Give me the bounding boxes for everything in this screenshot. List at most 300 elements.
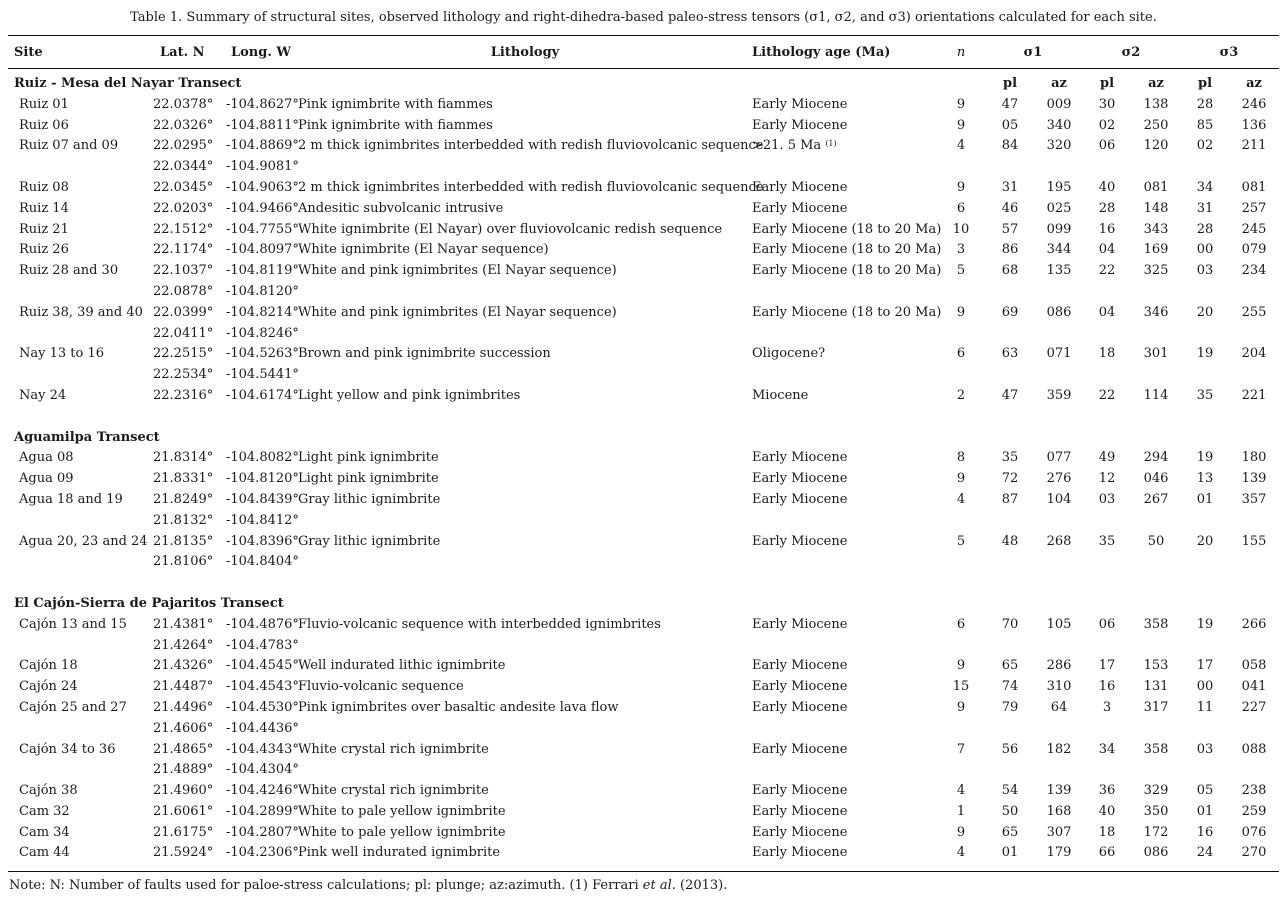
- cell-s2az: 138: [1143, 96, 1169, 112]
- cell-lithology: Andesitic subvolcanic intrusive: [298, 200, 504, 216]
- cell-s1az: 359: [1046, 387, 1072, 403]
- table-row: [0, 157, 1287, 178]
- cell-age-text: Early Miocene: [752, 117, 848, 133]
- cell-s2pl: 22: [1098, 263, 1116, 279]
- cell-s1pl: 69: [1001, 304, 1019, 320]
- cell-s1az: 307: [1046, 824, 1072, 840]
- cell-age-text: Early Miocene: [752, 699, 848, 715]
- cell-lithology: White ignimbrite (El Nayar) over fluviovolcanic redish sequence: [298, 221, 723, 237]
- cell-site: Cajón 18: [19, 658, 78, 674]
- cell-s3az: 139: [1241, 471, 1267, 487]
- cell-lat: 21.8314°: [153, 450, 214, 466]
- table-row: [0, 490, 1287, 511]
- cell-site: Cam 44: [19, 845, 70, 861]
- table-row: [0, 636, 1287, 657]
- cell-s2pl: 36: [1098, 783, 1116, 799]
- cell-age-text: Early Miocene: [752, 616, 848, 632]
- cell-s1az: 195: [1046, 179, 1072, 195]
- table-row: [0, 677, 1287, 698]
- cell-n: 9: [956, 824, 966, 840]
- cell-s2az: 120: [1143, 138, 1169, 154]
- cell-s2az: 358: [1143, 616, 1169, 632]
- table-row: [0, 760, 1287, 781]
- cell-n: 4: [956, 491, 966, 507]
- table-row: [0, 282, 1287, 303]
- cell-age-text: Early Miocene: [752, 179, 848, 195]
- cell-site: Cam 32: [19, 803, 70, 819]
- header-n: n: [956, 45, 966, 60]
- cell-n: 9: [956, 658, 966, 674]
- cell-s1pl: 72: [1001, 471, 1019, 487]
- cell-age-text: Early Miocene: [752, 658, 848, 674]
- bottom-rule: [8, 871, 1279, 872]
- cell-site: Cajón 25 and 27: [19, 699, 127, 715]
- cell-lat: 22.0295°: [153, 138, 214, 154]
- cell-site: Agua 18 and 19: [19, 491, 123, 507]
- section-title: Aguamilpa Transect: [14, 429, 160, 445]
- cell-s1az: 276: [1046, 471, 1072, 487]
- cell-s3pl: 13: [1196, 471, 1214, 487]
- cell-lithology: Well indurated lithic ignimbrite: [298, 658, 506, 674]
- cell-s2pl: 18: [1098, 824, 1116, 840]
- cell-long: -104.4543°: [226, 679, 299, 695]
- cell-s2az: 294: [1143, 450, 1169, 466]
- cell-age-text: Early Miocene: [752, 533, 848, 549]
- cell-lat: 21.8106°: [153, 554, 214, 570]
- cell-long: -104.8404°: [226, 554, 299, 570]
- cell-s2az: 250: [1143, 117, 1169, 133]
- cell-s1az: 344: [1046, 242, 1072, 258]
- cell-age-text: Miocene: [752, 387, 809, 403]
- cell-s2az: 325: [1143, 263, 1169, 279]
- subheader-az: az: [1051, 76, 1067, 91]
- cell-lithology: White to pale yellow ignimbrite: [298, 824, 506, 840]
- cell-n: 10: [952, 221, 970, 237]
- cell-age: [752, 677, 847, 698]
- cell-s1pl: 65: [1001, 824, 1019, 840]
- cell-lat: 21.4496°: [153, 699, 214, 715]
- section-row: [0, 74, 1287, 95]
- cell-site: Ruiz 38, 39 and 40: [19, 304, 143, 320]
- cell-lat: 22.0326°: [153, 117, 214, 133]
- cell-lat: 21.8249°: [153, 491, 214, 507]
- cell-n: 1: [956, 803, 966, 819]
- note-tail: (2013).: [675, 878, 728, 893]
- cell-s3az: 211: [1241, 138, 1267, 154]
- cell-s2pl: 30: [1098, 96, 1116, 112]
- cell-s1az: 077: [1046, 450, 1072, 466]
- cell-s2az: 329: [1143, 783, 1169, 799]
- cell-s1az: 139: [1046, 783, 1072, 799]
- cell-s1az: 340: [1046, 117, 1072, 133]
- cell-n: 6: [956, 200, 966, 216]
- cell-s3pl: 01: [1196, 803, 1214, 819]
- cell-s1az: 168: [1046, 803, 1072, 819]
- cell-long: -104.4545°: [226, 658, 299, 674]
- cell-s3az: 257: [1241, 200, 1267, 216]
- cell-s1az: 105: [1046, 616, 1072, 632]
- cell-lat: 21.4865°: [153, 741, 214, 757]
- cell-s3az: 227: [1241, 699, 1267, 715]
- table-row: [0, 365, 1287, 386]
- cell-age-text: Early Miocene (18 to 20 Ma): [752, 242, 942, 258]
- cell-lithology: White and pink ignimbrites (El Nayar sequence): [298, 263, 617, 279]
- cell-s2pl: 3: [1102, 699, 1112, 715]
- cell-s3az: 234: [1241, 263, 1267, 279]
- note-text: Note: N: Number of faults used for paloe-stress calculations; pl: plunge; az:azimuth. (1) Ferrari: [9, 878, 643, 893]
- cell-s3az: 155: [1241, 533, 1267, 549]
- cell-site: Nay 24: [19, 387, 67, 403]
- cell-age-text: Early Miocene (18 to 20 Ma): [752, 263, 942, 279]
- section-row: [0, 428, 1287, 449]
- subheader-pl: pl: [1099, 76, 1115, 91]
- cell-s2az: 317: [1143, 699, 1169, 715]
- table-row: [0, 324, 1287, 345]
- table-row: [0, 199, 1287, 220]
- cell-lat: 21.8132°: [153, 512, 214, 528]
- section-title: Ruiz - Mesa del Nayar Transect: [14, 76, 242, 91]
- section-row: [0, 594, 1287, 615]
- cell-s3az: 255: [1241, 304, 1267, 320]
- cell-age-text: Early Miocene: [752, 845, 848, 861]
- cell-age-text: Early Miocene: [752, 803, 848, 819]
- cell-s3pl: 20: [1196, 533, 1214, 549]
- cell-lithology: White crystal rich ignimbrite: [298, 741, 489, 757]
- cell-site: Ruiz 21: [19, 221, 69, 237]
- cell-lithology: Pink ignimbrite with fiammes: [298, 96, 493, 112]
- table-note: [9, 878, 727, 893]
- cell-lat: 21.4487°: [153, 679, 214, 695]
- cell-s3pl: 17: [1196, 658, 1214, 674]
- cell-s2pl: 35: [1098, 533, 1116, 549]
- cell-s2az: 50: [1147, 533, 1165, 549]
- table-body: [0, 74, 1287, 864]
- cell-s2az: 114: [1143, 387, 1169, 403]
- cell-lithology: Light pink ignimbrite: [298, 450, 439, 466]
- cell-lat: 21.4960°: [153, 783, 214, 799]
- cell-site: Agua 09: [19, 471, 74, 487]
- cell-s2az: 086: [1143, 845, 1169, 861]
- cell-long: -104.8439°: [226, 491, 299, 507]
- cell-s3az: 246: [1241, 96, 1267, 112]
- cell-age: [752, 802, 847, 823]
- cell-age-text: Early Miocene: [752, 741, 848, 757]
- spacer-row: [0, 407, 1287, 428]
- cell-long: -104.4530°: [226, 699, 299, 715]
- cell-lat: 22.1174°: [153, 242, 214, 258]
- table-row: [0, 116, 1287, 137]
- cell-lat: 22.0345°: [153, 179, 214, 195]
- cell-long: -104.4876°: [226, 616, 299, 632]
- cell-lithology: Gray lithic ignimbrite: [298, 533, 441, 549]
- table-row: [0, 240, 1287, 261]
- cell-s1pl: 50: [1001, 803, 1019, 819]
- cell-s2az: 343: [1143, 221, 1169, 237]
- table-row: [0, 95, 1287, 116]
- cell-s1az: 286: [1046, 658, 1072, 674]
- cell-lat: 21.6175°: [153, 824, 214, 840]
- cell-long: -104.9466°: [226, 200, 299, 216]
- cell-age-text: Early Miocene: [752, 450, 848, 466]
- cell-long: -104.6174°: [226, 387, 299, 403]
- cell-age-text: Oligocene?: [752, 346, 826, 362]
- cell-s2az: 346: [1143, 304, 1169, 320]
- header-rule: [8, 68, 1279, 69]
- header-sigma3: σ3: [1219, 45, 1239, 60]
- cell-s3pl: 24: [1196, 845, 1214, 861]
- table-row: [0, 719, 1287, 740]
- cell-s3az: 180: [1241, 450, 1267, 466]
- cell-lat: 21.4326°: [153, 658, 214, 674]
- cell-s3az: 270: [1241, 845, 1267, 861]
- cell-s3pl: 16: [1196, 824, 1214, 840]
- cell-s3pl: 31: [1196, 200, 1214, 216]
- cell-lat: 22.1037°: [153, 263, 214, 279]
- cell-s3pl: 35: [1196, 387, 1214, 403]
- cell-lat: 21.4606°: [153, 720, 214, 736]
- table-row: [0, 615, 1287, 636]
- cell-age-text: Early Miocene (18 to 20 Ma): [752, 221, 942, 237]
- cell-lithology: Fluvio-volcanic sequence with interbedded ignimbrites: [298, 616, 661, 632]
- cell-s3pl: 11: [1196, 699, 1214, 715]
- cell-long: -104.2306°: [226, 845, 299, 861]
- cell-long: -104.7755°: [226, 221, 299, 237]
- cell-s3az: 088: [1241, 741, 1267, 757]
- cell-lithology: 2 m thick ignimbrites interbedded with redish fluviovolcanic sequence: [298, 179, 764, 195]
- cell-site: Ruiz 06: [19, 117, 69, 133]
- cell-s1az: 104: [1046, 491, 1072, 507]
- cell-s3pl: 19: [1196, 616, 1214, 632]
- cell-age-text: Early Miocene: [752, 200, 848, 216]
- cell-s1az: 071: [1046, 346, 1072, 362]
- cell-age: [752, 740, 847, 761]
- cell-s3az: 245: [1241, 221, 1267, 237]
- table-row: [0, 303, 1287, 324]
- cell-s2az: 350: [1143, 803, 1169, 819]
- table-row: [0, 511, 1287, 532]
- table-row: [0, 843, 1287, 864]
- cell-s2pl: 40: [1098, 803, 1116, 819]
- cell-s2pl: 34: [1098, 741, 1116, 757]
- cell-age: [752, 199, 847, 220]
- cell-n: 7: [956, 741, 966, 757]
- cell-n: 9: [956, 117, 966, 133]
- cell-s1az: 310: [1046, 679, 1072, 695]
- cell-s3pl: 19: [1196, 450, 1214, 466]
- cell-n: 4: [956, 783, 966, 799]
- cell-s3pl: 05: [1196, 783, 1214, 799]
- cell-lat: 22.0203°: [153, 200, 214, 216]
- cell-s1az: 320: [1046, 138, 1072, 154]
- cell-s3az: 136: [1241, 117, 1267, 133]
- cell-s1pl: 68: [1001, 263, 1019, 279]
- cell-age: [752, 469, 847, 490]
- cell-age-text: Early Miocene: [752, 471, 848, 487]
- cell-s1pl: 65: [1001, 658, 1019, 674]
- cell-n: 15: [952, 679, 970, 695]
- cell-site: Ruiz 14: [19, 200, 69, 216]
- cell-s1az: 086: [1046, 304, 1072, 320]
- cell-age-text: Early Miocene: [752, 679, 848, 695]
- cell-s3az: 079: [1241, 242, 1267, 258]
- cell-age: [752, 386, 808, 407]
- cell-s1pl: 48: [1001, 533, 1019, 549]
- cell-long: -104.8412°: [226, 512, 299, 528]
- cell-s3pl: 28: [1196, 221, 1214, 237]
- cell-s3az: 076: [1241, 824, 1267, 840]
- cell-long: -104.8097°: [226, 242, 299, 258]
- cell-s3pl: 28: [1196, 96, 1214, 112]
- cell-site: Cajón 24: [19, 679, 78, 695]
- cell-site: Ruiz 26: [19, 242, 69, 258]
- table-row: [0, 802, 1287, 823]
- table-row: [0, 220, 1287, 241]
- cell-s3pl: 01: [1196, 491, 1214, 507]
- cell-n: 2: [956, 387, 966, 403]
- cell-lat: 21.4381°: [153, 616, 214, 632]
- cell-lithology: Fluvio-volcanic sequence: [298, 679, 464, 695]
- cell-s1pl: 79: [1001, 699, 1019, 715]
- cell-s2pl: 28: [1098, 200, 1116, 216]
- header-long: Long. W: [231, 45, 292, 60]
- cell-s2az: 267: [1143, 491, 1169, 507]
- cell-age: [752, 240, 941, 261]
- cell-s2pl: 49: [1098, 450, 1116, 466]
- subheader-az: az: [1148, 76, 1164, 91]
- cell-s1pl: 05: [1001, 117, 1019, 133]
- cell-site: Ruiz 08: [19, 179, 69, 195]
- cell-s3pl: 34: [1196, 179, 1214, 195]
- cell-long: -104.5263°: [226, 346, 299, 362]
- cell-age: [752, 220, 941, 241]
- cell-s1pl: 84: [1001, 138, 1019, 154]
- spacer-row: [0, 573, 1287, 594]
- cell-s1pl: 47: [1001, 387, 1019, 403]
- cell-s2pl: 16: [1098, 221, 1116, 237]
- table-row: [0, 552, 1287, 573]
- cell-long: -104.2899°: [226, 803, 299, 819]
- cell-s2pl: 06: [1098, 616, 1116, 632]
- cell-s1az: 009: [1046, 96, 1072, 112]
- cell-s2az: 148: [1143, 200, 1169, 216]
- cell-lat: 21.8135°: [153, 533, 214, 549]
- cell-age-text: Early Miocene: [752, 783, 848, 799]
- table-row: [0, 823, 1287, 844]
- cell-lithology: 2 m thick ignimbrites interbedded with redish fluviovolcanic sequence: [298, 138, 764, 154]
- cell-lat: 22.0411°: [153, 325, 214, 341]
- cell-s3az: 041: [1241, 679, 1267, 695]
- cell-s2az: 172: [1143, 824, 1169, 840]
- cell-lithology: White ignimbrite (El Nayar sequence): [298, 242, 549, 258]
- cell-s1pl: 54: [1001, 783, 1019, 799]
- cell-s1az: 64: [1050, 699, 1068, 715]
- table-row: [0, 740, 1287, 761]
- cell-s2pl: 02: [1098, 117, 1116, 133]
- cell-s2az: 169: [1143, 242, 1169, 258]
- subheader-pl: pl: [1197, 76, 1213, 91]
- cell-age: [752, 178, 847, 199]
- subheader-pl: pl: [1002, 76, 1018, 91]
- cell-s2pl: 40: [1098, 179, 1116, 195]
- table-row: [0, 386, 1287, 407]
- cell-age: [752, 656, 847, 677]
- cell-lat: 22.2515°: [153, 346, 214, 362]
- cell-lithology: Pink ignimbrites over basaltic andesite lava flow: [298, 699, 619, 715]
- cell-n: 9: [956, 471, 966, 487]
- cell-long: -104.4783°: [226, 637, 299, 653]
- cell-age: [752, 781, 847, 802]
- cell-n: 3: [956, 242, 966, 258]
- cell-s2pl: 12: [1098, 471, 1116, 487]
- cell-age: [752, 448, 847, 469]
- cell-s2pl: 17: [1098, 658, 1116, 674]
- cell-s1az: 182: [1046, 741, 1072, 757]
- cell-lat: 21.5924°: [153, 845, 214, 861]
- cell-s3az: 266: [1241, 616, 1267, 632]
- cell-n: 9: [956, 96, 966, 112]
- cell-s1az: 099: [1046, 221, 1072, 237]
- cell-long: -104.8119°: [226, 263, 299, 279]
- cell-lithology: White to pale yellow ignimbrite: [298, 803, 506, 819]
- table-row: [0, 781, 1287, 802]
- cell-lithology: White and pink ignimbrites (El Nayar sequence): [298, 304, 617, 320]
- cell-s3pl: 02: [1196, 138, 1214, 154]
- cell-lithology: White crystal rich ignimbrite: [298, 783, 489, 799]
- subheader-az: az: [1246, 76, 1262, 91]
- cell-s1pl: 74: [1001, 679, 1019, 695]
- cell-s3az: 221: [1241, 387, 1267, 403]
- cell-s1pl: 86: [1001, 242, 1019, 258]
- table-row: [0, 698, 1287, 719]
- header-sigma1: σ1: [1023, 45, 1043, 60]
- cell-long: -104.8120°: [226, 283, 299, 299]
- cell-s3az: 058: [1241, 658, 1267, 674]
- cell-s1pl: 56: [1001, 741, 1019, 757]
- note-etal: et al.: [642, 878, 676, 893]
- cell-s1pl: 57: [1001, 221, 1019, 237]
- cell-site: Agua 08: [19, 450, 74, 466]
- cell-long: -104.9063°: [226, 179, 299, 195]
- cell-s1pl: 87: [1001, 491, 1019, 507]
- table-row: [0, 178, 1287, 199]
- cell-n: 5: [956, 533, 966, 549]
- cell-age-text: Early Miocene: [752, 824, 848, 840]
- cell-s2az: 131: [1143, 679, 1169, 695]
- cell-s2az: 358: [1143, 741, 1169, 757]
- cell-long: -104.4343°: [226, 741, 299, 757]
- cell-age: [752, 490, 847, 511]
- cell-n: 6: [956, 346, 966, 362]
- cell-site: Cajón 34 to 36: [19, 741, 116, 757]
- cell-n: 8: [956, 450, 966, 466]
- cell-age: [752, 136, 837, 157]
- cell-s1az: 025: [1046, 200, 1072, 216]
- cell-s1pl: 63: [1001, 346, 1019, 362]
- cell-lat: 21.8331°: [153, 471, 214, 487]
- cell-long: -104.5441°: [226, 367, 299, 383]
- cell-lat: 21.4889°: [153, 762, 214, 778]
- cell-s3az: 238: [1241, 783, 1267, 799]
- cell-s1pl: 01: [1001, 845, 1019, 861]
- cell-site: Ruiz 07 and 09: [19, 138, 119, 154]
- cell-s1az: 268: [1046, 533, 1072, 549]
- cell-age: [752, 95, 847, 116]
- cell-s3pl: 03: [1196, 741, 1214, 757]
- cell-s2az: 046: [1143, 471, 1169, 487]
- cell-s2pl: 16: [1098, 679, 1116, 695]
- cell-n: 9: [956, 179, 966, 195]
- cell-s3pl: 85: [1196, 117, 1214, 133]
